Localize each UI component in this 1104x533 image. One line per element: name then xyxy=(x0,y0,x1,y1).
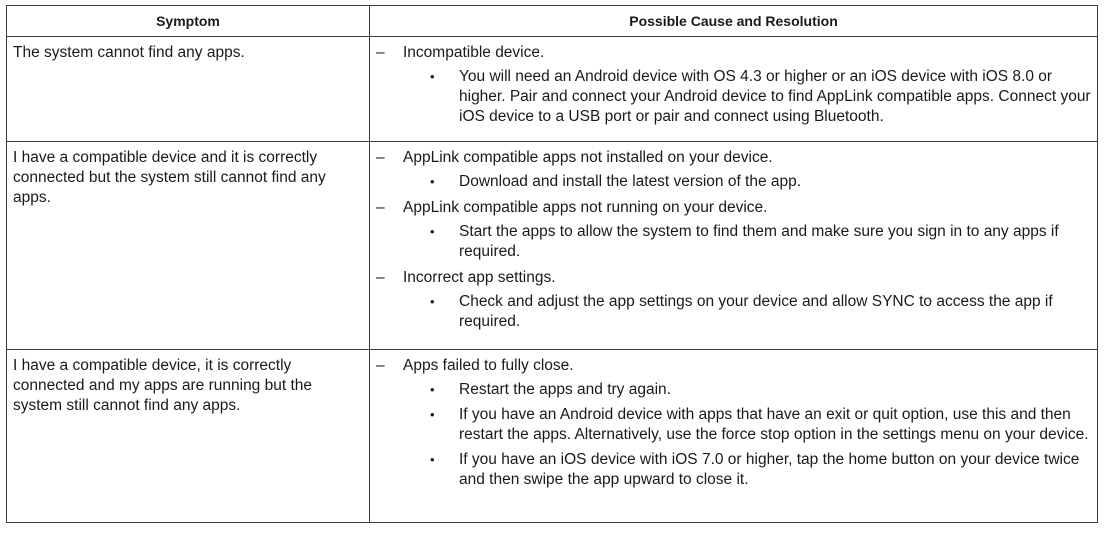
symptom-cell: The system cannot find any apps. xyxy=(7,37,370,142)
resolution-item xyxy=(403,380,1091,400)
table-row xyxy=(7,37,1098,142)
symptom-cell: I have a compatible device, it is correctly connected and my apps are running but the system still cannot find any apps. xyxy=(7,350,370,523)
resolution-text: Check and adjust the app settings on your device and allow SYNC to access the app if required. xyxy=(459,293,1053,330)
cause-text: Incompatible device. xyxy=(403,44,545,61)
resolution-item xyxy=(403,172,1091,192)
cause-text: Apps failed to fully close. xyxy=(403,357,574,374)
bullet-marker: • xyxy=(430,452,435,467)
bullet-marker: • xyxy=(430,382,435,397)
cause-item xyxy=(376,43,1091,127)
dash-marker: – xyxy=(376,269,385,286)
cause-item xyxy=(376,356,1091,490)
resolution-text: If you have an iOS device with iOS 7.0 or higher, tap the home button on your device twice and then swipe the app upward to close it. xyxy=(459,451,1080,488)
cause-text: Incorrect app settings. xyxy=(403,269,556,286)
dash-marker: – xyxy=(376,149,385,166)
table-row xyxy=(7,142,1098,350)
resolution-item xyxy=(403,450,1091,490)
resolution-item xyxy=(403,405,1091,445)
dash-marker: – xyxy=(376,357,385,374)
cause-text: AppLink compatible apps not running on your device. xyxy=(403,199,768,216)
bullet-marker: • xyxy=(430,407,435,422)
header-row xyxy=(7,6,1098,37)
cause-item xyxy=(376,148,1091,192)
resolution-text: If you have an Android device with apps that have an exit or quit option, use this and then restart the apps. Alternatively, use the force stop option in the settings menu on your device. xyxy=(459,406,1089,443)
dash-marker: – xyxy=(376,199,385,216)
resolution-item xyxy=(403,222,1091,262)
cause-text: AppLink compatible apps not installed on your device. xyxy=(403,149,773,166)
resolution-item xyxy=(403,292,1091,332)
symptom-header: Symptom xyxy=(7,6,370,37)
cause-cell xyxy=(370,350,1098,523)
cause-header: Possible Cause and Resolution xyxy=(370,6,1098,37)
dash-marker: – xyxy=(376,44,385,61)
resolution-item xyxy=(403,67,1091,127)
cause-cell xyxy=(370,142,1098,350)
cause-cell xyxy=(370,37,1098,142)
resolution-text: You will need an Android device with OS 4.3 or higher or an iOS device with iOS 8.0 or higher. Pair and connect your Android device to find AppLink compatible apps. Connect your iOS device to a USB port or pair and connect using Bluetooth. xyxy=(459,68,1091,125)
bullet-marker: • xyxy=(430,224,435,239)
bullet-marker: • xyxy=(430,69,435,84)
table-row xyxy=(7,350,1098,523)
cause-item xyxy=(376,198,1091,262)
troubleshooting-table xyxy=(6,5,1098,523)
symptom-cell: I have a compatible device and it is correctly connected but the system still cannot find any apps. xyxy=(7,142,370,350)
bullet-marker: • xyxy=(430,174,435,189)
resolution-text: Start the apps to allow the system to find them and make sure you sign in to any apps if required. xyxy=(459,223,1059,260)
resolution-text: Restart the apps and try again. xyxy=(459,381,671,398)
resolution-text: Download and install the latest version of the app. xyxy=(459,173,802,190)
cause-item xyxy=(376,268,1091,332)
bullet-marker: • xyxy=(430,294,435,309)
